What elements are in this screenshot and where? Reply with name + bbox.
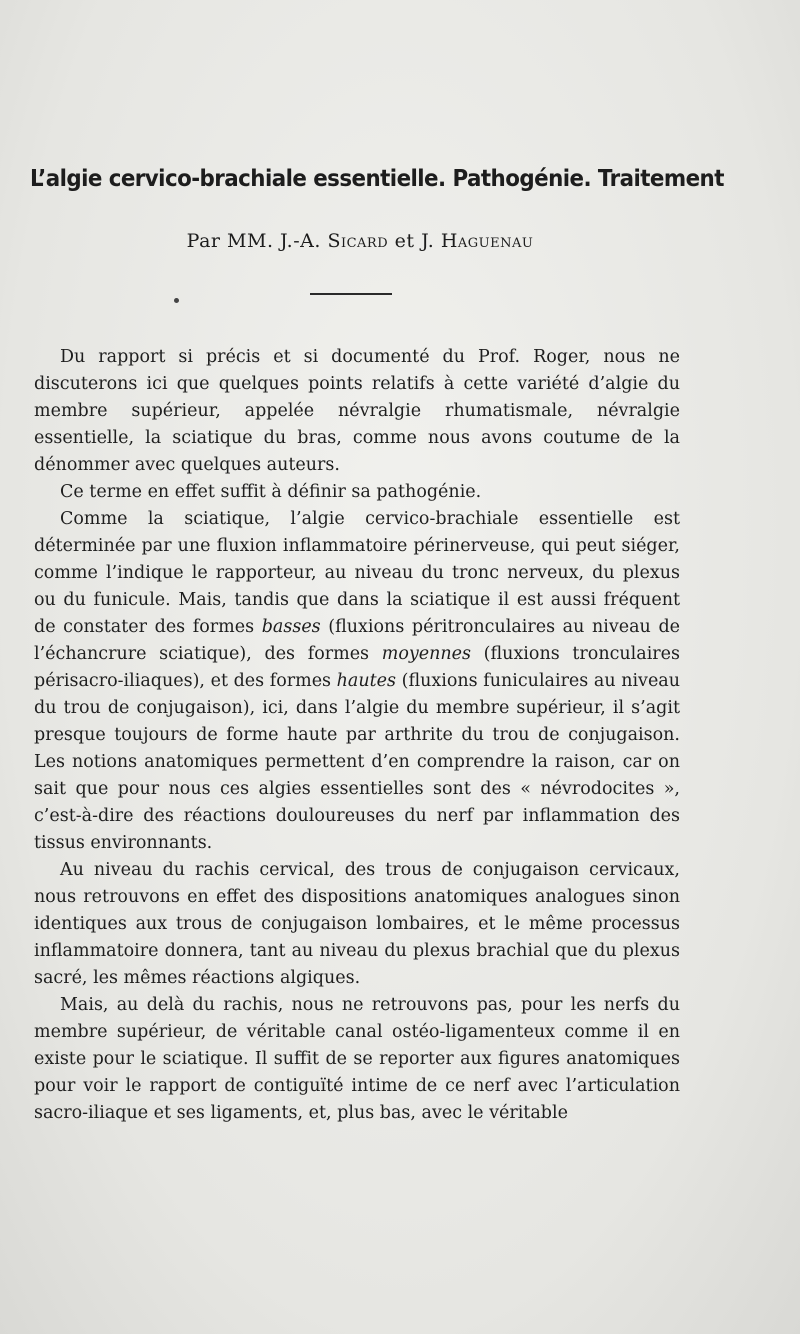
author-line [0,230,720,252]
text-run: (fluxions tronculaires périsacro-iliaques), et des formes [34,644,680,691]
separator-rule [310,293,392,295]
paragraph [34,857,680,992]
author-sicard: Sicard [327,230,389,252]
text-run: Au niveau du rachis cervical, des trous de conjugaison cervicaux, nous retrouvons en effet des dispositions anatomiques analogues sinon identiques aux trous de conjugaison lombaires, et le même processus inflammatoire donnera, tant au niveau du plexus brachial que du plexus sacré, les mêmes réactions algiques. [34,860,680,988]
article-title: L’algie cervico-brachiale essentielle. Pathogénie. Traitement [30,166,724,192]
italic-term-hautes: hautes [336,671,397,691]
text-run: Ce terme en effet suffit à définir sa pathogénie. [60,482,482,502]
author-haguenau: Haguenau [440,230,534,252]
author-connector: et J. [388,230,441,252]
text-run: (fluxions péritronculaires au niveau de l’échancrure sciatique), des formes [34,617,681,664]
text-run: (fluxions funiculaires au niveau du trou de conjugaison), ici, dans l’algie du membre supérieur, il s’agit presque toujours de forme haute par arthrite du trou de conjugaison. Les notions anatomiques permettent d’en comprendre la raison, car on sait que pour nous ces algies essentielles sont des « névrodocites », c’est-à-dire des réactions douloureuses du nerf par inflammation des tissus environnants. [34,671,681,853]
paragraph [34,479,680,506]
speck-mark [174,298,179,303]
text-run: Mais, au delà du rachis, nous ne retrouvons pas, pour les nerfs du membre supérieur, de véritable canal ostéo-ligamenteux comme il en existe pour le sciatique. Il suffit de se reporter aux figures anatomiques pour voir le rapport de contiguïté intime de ce nerf avec l’articulation sacro-iliaque et ses ligaments, et, plus bas, avec le véritable [34,995,680,1123]
article-body [34,344,680,1127]
paragraph [34,506,680,857]
italic-term-basses: basses [261,617,321,637]
italic-term-moyennes: moyennes [381,644,471,664]
paragraph [34,344,680,479]
text-run: Du rapport si précis et si documenté du Prof. Roger, nous ne discuterons ici que quelques points relatifs à cette variété d’algie du membre supérieur, appelée névralgie rhumatismale, névralgie essentielle, la sciatique du bras, comme nous avons coutume de la dénommer avec quelques auteurs. [34,347,680,475]
paragraph [34,992,680,1127]
text-run: Comme la sciatique, l’algie cervico-brachiale essentielle est déterminée par une fluxion inflammatoire périnerveuse, qui peut siéger, comme l’indique le rapporteur, au niveau du tronc nerveux, du plexus ou du funicule. Mais, tandis que dans la sciatique il est aussi fréquent de constater des formes [34,509,680,637]
author-prefix: Par MM. J.-A. [186,230,328,252]
